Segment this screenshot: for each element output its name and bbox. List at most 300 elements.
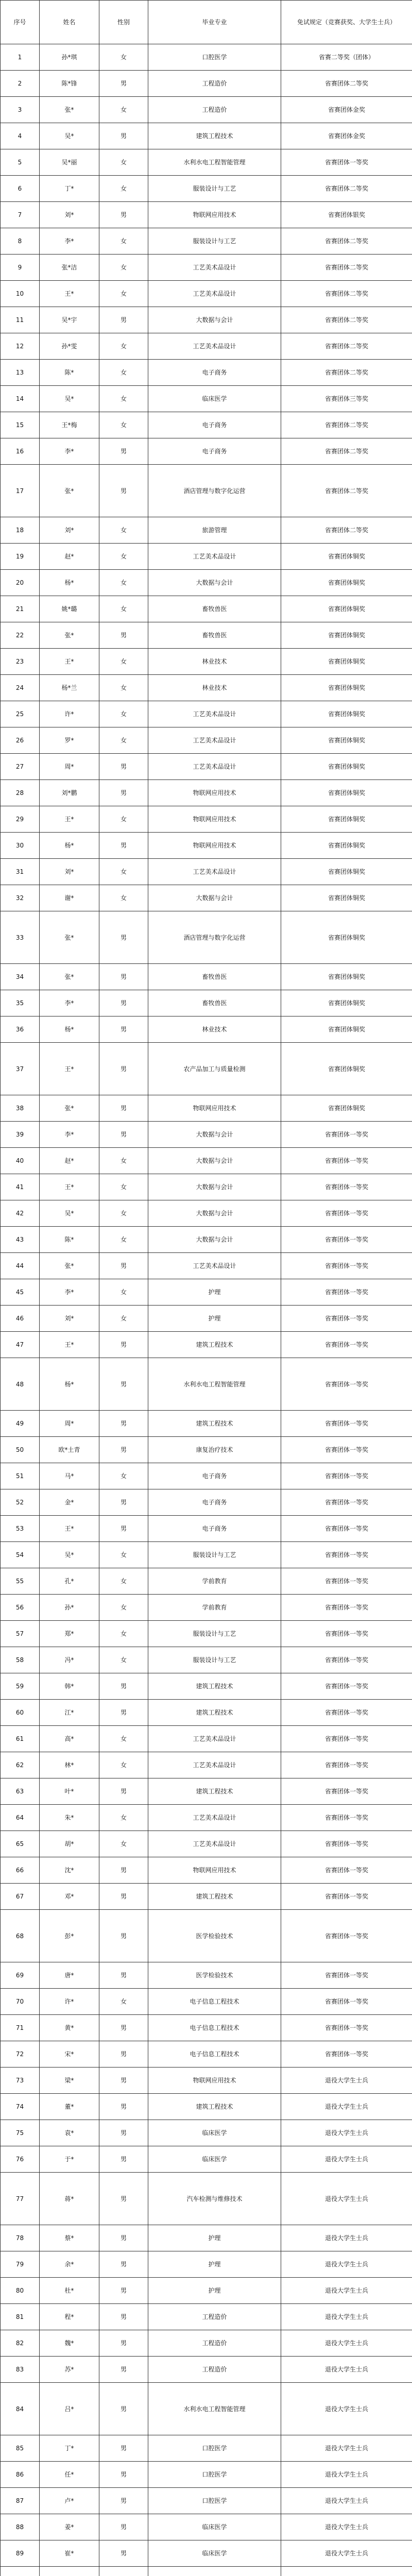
cell-major: 建筑工程技术 [148,2094,281,2120]
cell-gender: 男 [99,833,148,859]
header-major: 毕业专业 [148,1,281,44]
table-row [1,1805,412,1831]
cell-qualification: 省赛团体金奖 [281,123,412,149]
cell-gender: 女 [99,1174,148,1200]
cell-major: 临床医学 [148,2514,281,2540]
cell-no: 25 [1,701,40,727]
cell-gender: 女 [99,1647,148,1673]
table-row [1,570,412,596]
cell-gender: 女 [99,1306,148,1332]
table-row [1,1726,412,1752]
cell-qualification: 省赛团体一等奖 [281,1227,412,1253]
cell-name: 刘* [40,517,99,544]
cell-major: 电子商务 [148,438,281,465]
cell-name: 邓* [40,1884,99,1910]
cell-major: 物联网应用技术 [148,1857,281,1884]
cell-qualification [281,2567,412,2576]
cell-qualification: 省赛团体一等奖 [281,1857,412,1884]
cell-no: 9 [1,255,40,281]
cell-no: 33 [1,911,40,964]
cell-major: 工艺美术品设计 [148,1253,281,1279]
cell-name: 赵* [40,1148,99,1174]
cell-major: 康复治疗技术 [148,1437,281,1463]
cell-gender: 男 [99,438,148,465]
cell-no: 28 [1,780,40,806]
cell-major: 学前教育 [148,1568,281,1595]
cell-major: 林业技术 [148,649,281,675]
cell-name [40,2567,99,2576]
table-row [1,1095,412,1122]
cell-gender: 女 [99,360,148,386]
table-row [1,2120,412,2146]
cell-no: 67 [1,1884,40,1910]
cell-gender: 女 [99,1805,148,1831]
cell-qualification: 省赛团体二等奖 [281,176,412,202]
cell-gender: 男 [99,2146,148,2173]
table-row [1,1542,412,1568]
table-row [1,2251,412,2278]
cell-major: 农产品加工与质量检测 [148,1043,281,1095]
cell-gender: 男 [99,1358,148,1411]
cell-name: 马* [40,1463,99,1489]
cell-major: 护理 [148,2251,281,2278]
cell-major: 护理 [148,1306,281,1332]
cell-no: 14 [1,386,40,412]
cell-major: 工程造价 [148,97,281,123]
cell-no: 70 [1,1989,40,2015]
cell-name: 陈* [40,360,99,386]
cell-gender: 女 [99,1279,148,1306]
cell-gender: 女 [99,228,148,255]
cell-qualification: 退役大学生士兵 [281,2383,412,2435]
cell-major [148,2567,281,2576]
cell-gender: 女 [99,649,148,675]
cell-major: 工艺美术品设计 [148,333,281,360]
table-row [1,1200,412,1227]
cell-no: 3 [1,97,40,123]
cell-no: 76 [1,2146,40,2173]
cell-qualification: 省赛团体铜奖 [281,596,412,622]
cell-name: 赵* [40,544,99,570]
table-row [1,1122,412,1148]
table-row [1,1673,412,1700]
cell-major: 临床医学 [148,386,281,412]
cell-major: 工艺美术品设计 [148,255,281,281]
cell-no: 18 [1,517,40,544]
cell-no: 47 [1,1332,40,1358]
table-row [1,885,412,911]
cell-no: 38 [1,1095,40,1122]
cell-name: 张* [40,1095,99,1122]
cell-qualification: 省赛团体二等奖 [281,228,412,255]
cell-gender: 女 [99,1463,148,1489]
cell-name: 丁* [40,176,99,202]
cell-gender: 女 [99,1148,148,1174]
cell-qualification: 省赛团体一等奖 [281,2015,412,2041]
cell-name: 唐* [40,1962,99,1989]
cell-major: 工艺美术品设计 [148,727,281,754]
cell-name: 王* [40,806,99,833]
table-row [1,1043,412,1095]
cell-name: 吴*宇 [40,307,99,333]
cell-gender: 男 [99,1122,148,1148]
cell-major: 大数据与会计 [148,1148,281,1174]
cell-no: 78 [1,2225,40,2251]
cell-no: 11 [1,307,40,333]
cell-qualification: 省赛团体二等奖 [281,307,412,333]
cell-gender: 男 [99,1332,148,1358]
cell-name: 罗* [40,727,99,754]
cell-qualification: 省赛团体银奖 [281,202,412,228]
table-row [1,71,412,97]
cell-name: 沈* [40,1857,99,1884]
table-row [1,2067,412,2094]
cell-name: 谢* [40,885,99,911]
table-row [1,2041,412,2067]
cell-major: 大数据与会计 [148,1174,281,1200]
cell-no: 60 [1,1700,40,1726]
cell-qualification: 省赛团体铜奖 [281,833,412,859]
cell-name: 杨* [40,570,99,596]
table-row [1,701,412,727]
cell-major: 物联网应用技术 [148,2067,281,2094]
cell-no: 20 [1,570,40,596]
cell-major: 电子信息工程技术 [148,2015,281,2041]
cell-name: 姚*璐 [40,596,99,622]
cell-major: 电子商务 [148,412,281,438]
cell-gender: 男 [99,2251,148,2278]
cell-name: 陈*锋 [40,71,99,97]
table-row [1,517,412,544]
cell-qualification: 退役大学生士兵 [281,2251,412,2278]
cell-no: 85 [1,2435,40,2462]
table-row [1,1411,412,1437]
cell-name: 张* [40,911,99,964]
table-row [1,2278,412,2304]
table-row [1,754,412,780]
cell-gender: 女 [99,149,148,176]
cell-gender: 女 [99,1831,148,1857]
cell-qualification: 省赛团体一等奖 [281,1306,412,1332]
header-no: 序号 [1,1,40,44]
table-row [1,675,412,701]
cell-major: 电子信息工程技术 [148,2041,281,2067]
table-row [1,2094,412,2120]
cell-gender: 男 [99,2540,148,2567]
cell-name: 郑* [40,1621,99,1647]
cell-no: 63 [1,1778,40,1805]
cell-no: 83 [1,2357,40,2383]
cell-major: 服装设计与工艺 [148,228,281,255]
cell-no: 12 [1,333,40,360]
cell-no: 61 [1,1726,40,1752]
table-row [1,1621,412,1647]
cell-gender: 女 [99,1595,148,1621]
cell-qualification: 省赛团体一等奖 [281,1437,412,1463]
cell-name: 吴* [40,1542,99,1568]
cell-name: 刘* [40,202,99,228]
cell-name: 王* [40,1332,99,1358]
cell-qualification: 省赛团体二等奖 [281,255,412,281]
cell-no: 16 [1,438,40,465]
cell-name: 刘* [40,1306,99,1332]
cell-gender: 男 [99,1700,148,1726]
table-row [1,2435,412,2462]
table-row [1,1568,412,1595]
cell-gender: 男 [99,1516,148,1542]
table-row [1,1227,412,1253]
table-row [1,2015,412,2041]
table-row [1,1700,412,1726]
cell-qualification: 退役大学生士兵 [281,2357,412,2383]
table-row [1,833,412,859]
table-row [1,333,412,360]
cell-major: 医学检验技术 [148,1962,281,1989]
cell-major: 建筑工程技术 [148,1411,281,1437]
cell-name: 吴* [40,123,99,149]
cell-gender: 男 [99,2514,148,2540]
cell-name: 王* [40,649,99,675]
cell-qualification: 省赛团体二等奖 [281,438,412,465]
cell-name: 高* [40,1726,99,1752]
cell-gender: 女 [99,517,148,544]
cell-qualification: 省赛团体一等奖 [281,1831,412,1857]
cell-major: 口腔医学 [148,44,281,71]
cell-qualification: 省赛团体铜奖 [281,1016,412,1043]
cell-gender: 女 [99,255,148,281]
cell-no: 73 [1,2067,40,2094]
cell-gender: 女 [99,1227,148,1253]
cell-gender: 男 [99,2094,148,2120]
cell-no: 13 [1,360,40,386]
cell-gender: 男 [99,202,148,228]
cell-no: 68 [1,1910,40,1962]
table-row [1,1279,412,1306]
cell-qualification: 省赛团体二等奖 [281,465,412,517]
cell-name: 孙*雯 [40,333,99,360]
cell-major: 大数据与会计 [148,1200,281,1227]
cell-gender: 女 [99,176,148,202]
cell-qualification: 退役大学生士兵 [281,2462,412,2488]
cell-qualification: 省赛团体一等奖 [281,1122,412,1148]
cell-qualification: 退役大学生士兵 [281,2278,412,2304]
cell-gender: 男 [99,964,148,990]
cell-name: 王*梅 [40,412,99,438]
table-header [1,1,412,44]
header-row [1,1,412,44]
cell-major: 口腔医学 [148,2488,281,2514]
table-row [1,44,412,71]
table-row [1,228,412,255]
cell-name: 张*洁 [40,255,99,281]
cell-qualification: 省赛团体一等奖 [281,2041,412,2067]
cell-major: 畜牧兽医 [148,990,281,1016]
cell-no: 45 [1,1279,40,1306]
cell-qualification: 退役大学生士兵 [281,2435,412,2462]
cell-no: 26 [1,727,40,754]
table-row [1,1437,412,1463]
cell-qualification: 省赛团体铜奖 [281,727,412,754]
cell-gender: 女 [99,570,148,596]
cell-qualification: 省赛团体一等奖 [281,1595,412,1621]
cell-no: 19 [1,544,40,570]
cell-gender: 女 [99,1752,148,1778]
cell-gender: 女 [99,1542,148,1568]
cell-no: 88 [1,2514,40,2540]
table-row [1,1884,412,1910]
cell-major: 水利水电工程智能管理 [148,149,281,176]
cell-no: 59 [1,1673,40,1700]
table-row [1,1306,412,1332]
cell-no: 1 [1,44,40,71]
cell-major: 工程造价 [148,71,281,97]
cell-qualification: 省赛团体铜奖 [281,701,412,727]
cell-no: 62 [1,1752,40,1778]
cell-name: 孔* [40,1568,99,1595]
table-row [1,149,412,176]
cell-qualification: 省赛团体一等奖 [281,1489,412,1516]
cell-qualification: 省赛团体铜奖 [281,622,412,649]
table-row [1,465,412,517]
cell-gender: 女 [99,544,148,570]
cell-gender: 男 [99,1411,148,1437]
cell-name: 孙*琪 [40,44,99,71]
cell-name: 苏* [40,2357,99,2383]
cell-no: 49 [1,1411,40,1437]
cell-gender: 女 [99,281,148,307]
table-row [1,255,412,281]
cell-name: 蒋* [40,2173,99,2225]
table-row [1,1857,412,1884]
cell-gender [99,2567,148,2576]
cell-qualification: 省赛团体铜奖 [281,780,412,806]
cell-name: 杨* [40,1358,99,1411]
cell-gender: 男 [99,1437,148,1463]
table-row [1,2462,412,2488]
cell-gender: 女 [99,412,148,438]
cell-major: 医学检验技术 [148,1910,281,1962]
cell-major: 工艺美术品设计 [148,754,281,780]
cell-name: 张* [40,1253,99,1279]
cell-name: 李* [40,990,99,1016]
cell-gender: 男 [99,1884,148,1910]
cell-major: 电子商务 [148,1463,281,1489]
table-row [1,360,412,386]
cell-qualification: 省赛团体铜奖 [281,885,412,911]
cell-major: 汽车检测与维修技术 [148,2173,281,2225]
cell-gender: 男 [99,1962,148,1989]
table-row [1,1174,412,1200]
cell-no: 24 [1,675,40,701]
cell-major: 工艺美术品设计 [148,1752,281,1778]
cell-major: 大数据与会计 [148,307,281,333]
cell-qualification: 省赛团体一等奖 [281,1673,412,1700]
cell-major: 建筑工程技术 [148,1673,281,1700]
cell-gender: 女 [99,859,148,885]
cell-major: 电子商务 [148,1489,281,1516]
cell-no: 72 [1,2041,40,2067]
table-row [1,544,412,570]
table-row [1,2304,412,2330]
table-row [1,1962,412,1989]
cell-gender: 男 [99,2357,148,2383]
cell-qualification: 省赛团体一等奖 [281,1778,412,1805]
table-row [1,1516,412,1542]
cell-qualification: 省赛团体一等奖 [281,1752,412,1778]
cell-major: 建筑工程技术 [148,1700,281,1726]
cell-name: 蔡* [40,2225,99,2251]
cell-no: 17 [1,465,40,517]
cell-major: 酒店管理与数字化运营 [148,911,281,964]
cell-qualification: 省赛团体二等奖 [281,71,412,97]
cell-gender: 男 [99,1857,148,1884]
cell-name: 孙* [40,1595,99,1621]
table-row [1,123,412,149]
cell-no: 79 [1,2251,40,2278]
cell-major: 口腔医学 [148,2462,281,2488]
cell-no: 41 [1,1174,40,1200]
cell-no: 81 [1,2304,40,2330]
table-row [1,780,412,806]
cell-qualification: 省赛二等奖（团体） [281,44,412,71]
table-row [1,1016,412,1043]
cell-major: 建筑工程技术 [148,1332,281,1358]
cell-no: 27 [1,754,40,780]
cell-name: 杨* [40,1016,99,1043]
cell-gender: 女 [99,97,148,123]
table-row [1,2146,412,2173]
cell-name: 李* [40,438,99,465]
cell-name: 朱* [40,1805,99,1831]
cell-qualification: 省赛团体二等奖 [281,333,412,360]
cell-qualification: 退役大学生士兵 [281,2094,412,2120]
cell-gender: 男 [99,2015,148,2041]
table-row [1,97,412,123]
cell-qualification: 省赛团体三等奖 [281,386,412,412]
cell-no: 46 [1,1306,40,1332]
table-row [1,622,412,649]
table-row [1,1752,412,1778]
header-qualification: 免试规定（竞赛获奖、大学生士兵） [281,1,412,44]
cell-qualification: 省赛团体铜奖 [281,911,412,964]
header-name: 姓名 [40,1,99,44]
cell-qualification: 省赛团体铜奖 [281,544,412,570]
cell-gender: 男 [99,1489,148,1516]
cell-gender: 男 [99,123,148,149]
cell-no: 42 [1,1200,40,1227]
cell-major: 工艺美术品设计 [148,1805,281,1831]
cell-no: 22 [1,622,40,649]
table-row [1,1148,412,1174]
cell-qualification: 退役大学生士兵 [281,2120,412,2146]
cell-name: 王* [40,1174,99,1200]
cell-qualification: 退役大学生士兵 [281,2067,412,2094]
cell-gender: 男 [99,1016,148,1043]
cell-qualification: 省赛团体一等奖 [281,1726,412,1752]
cell-name: 张* [40,465,99,517]
cell-major: 临床医学 [148,2146,281,2173]
cell-name: 刘* [40,859,99,885]
cell-no: 56 [1,1595,40,1621]
cell-gender: 男 [99,780,148,806]
cell-no: 80 [1,2278,40,2304]
cell-qualification: 省赛团体一等奖 [281,1805,412,1831]
cell-major: 服装设计与工艺 [148,1621,281,1647]
cell-no: 31 [1,859,40,885]
table-row [1,1463,412,1489]
cell-name: 欧*土青 [40,1437,99,1463]
cell-name: 许* [40,1989,99,2015]
